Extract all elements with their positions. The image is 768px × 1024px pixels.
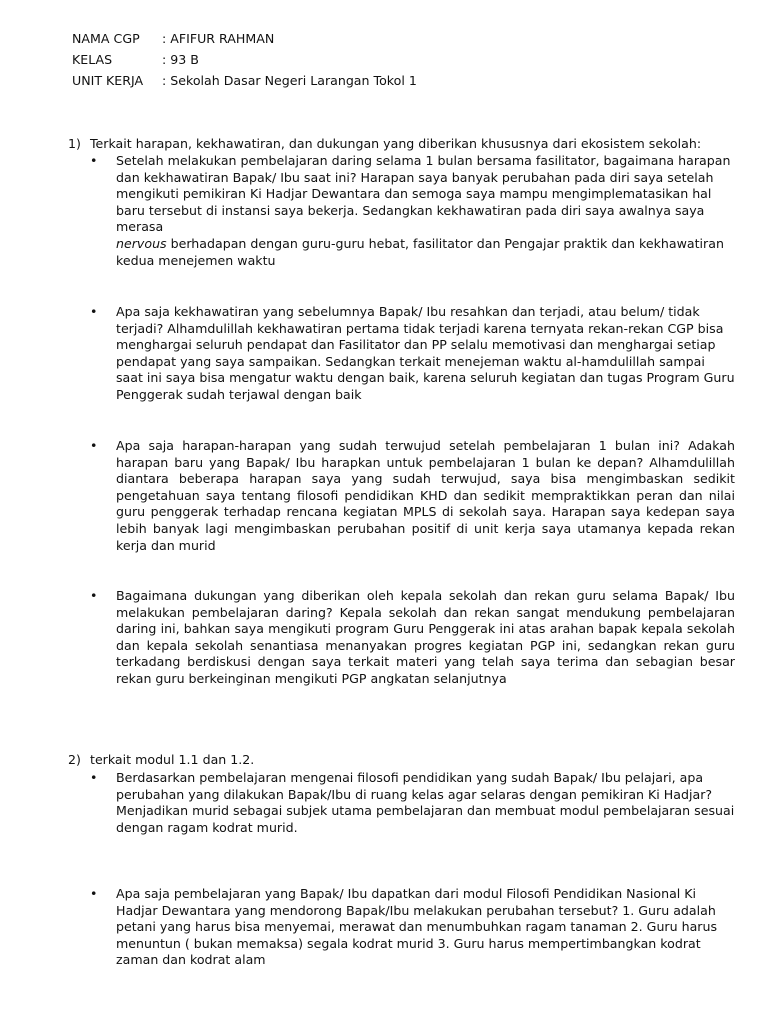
section-2-item-1 [90, 770, 735, 836]
section-1-item-4-text: Bagaimana dukungan yang diberikan oleh kepala sekolah dan rekan guru selama Bapak/ Ibu melakukan pembelajaran daring? Kepala sekolah dan rekan sangat mendukung pembelajaran daring ini, bahkan saya mengikuti program Guru Penggerak ini atas arahan bapak kepala sekolah dan kepala sekolah senantiasa menanyakan progres kegiatan PGP ini, sedangkan rekan guru terkadang berdiskusi dengan saya terkait materi yang telah saya terima dan sebagian besar rekan guru berkeinginan mengikuti PGP angkatan selanjutnya [116, 588, 735, 686]
section-1-item-3 [90, 438, 735, 554]
bullet-icon: • [90, 153, 98, 168]
section-1-item-2 [90, 304, 735, 404]
section-2-item-2-text: Apa saja pembelajaran yang Bapak/ Ibu dapatkan dari modul Filosofi Pendidikan Nasional Ki Hadjar Dewantara yang mendorong Bapak/Ibu melakukan perubahan tersebut? 1. Guru adalah petani yang harus bisa menyemai, merawat dan menumbuhkan ragam tanaman 2. Guru harus menuntun ( bukan memaksa) segala kodrat murid 3. Guru harus mempertimbangkan kodrat zaman dan kodrat alam [116, 886, 718, 968]
section-1-item-1-text: Setelah melakukan pembelajaran daring selama 1 bulan bersama fasilitator, bagaimana harapan dan kekhawatiran Bapak/ Ibu saat ini? Harapan saya banyak perubahan pada diri saya setelah mengikuti pemikiran Ki Hadjar Dewantara dan semoga saya mampu mengimplematasikan hal baru tersebut di instansi saya bekerja. Sedangkan kekhawatiran pada diri saya awalnya saya merasa nervous berhadapan dengan guru-guru hebat, fasilitator dan Pengajar praktik dan kekhawatiran kedua menejemen waktu [116, 153, 731, 268]
nervous-emphasis: nervous [116, 235, 167, 251]
unit-label: UNIT KERJA [72, 73, 144, 88]
section-2-item-2 [90, 886, 735, 969]
class-value: : 93 B [162, 52, 199, 67]
section-2-heading [68, 752, 254, 769]
name-label: NAMA CGP [72, 31, 140, 46]
section-2-title: terkait modul 1.1 dan 1.2. [90, 752, 255, 767]
bullet-icon: • [90, 886, 98, 901]
section-1-heading [68, 136, 701, 153]
section-2-item-1-text: Berdasarkan pembelajaran mengenai filosofi pendidikan yang sudah Bapak/ Ibu pelajari, apa perubahan yang dilakukan Bapak/Ibu di ruang kelas agar selaras dengan pemikiran Ki Hadjar? Menjadikan murid sebagai subjek utama pembelajaran dan membuat modul pembelajaran sesuai dengan ragam kodrat murid. [116, 770, 735, 835]
section-1-title: Terkait harapan, kekhawatiran, dan dukungan yang diberikan khususnya dari ekosistem sekolah: [90, 136, 702, 151]
section-1-number: 1) [68, 136, 81, 151]
section-2-number: 2) [68, 752, 81, 767]
bullet-icon: • [90, 438, 98, 453]
section-1-item-3-text: Apa saja harapan-harapan yang sudah terwujud setelah pembelajaran 1 bulan ini? Adakah harapan baru yang Bapak/ Ibu harapkan untuk pembelajaran 1 bulan ke depan? Alhamdulillah diantara beberapa harapan saya yang sudah terwujud, saya bisa mengimbaskan sedikit pengetahuan saya tentang filosofi pendidikan KHD dan sedikit mempraktikkan peran dan nilai guru penggerak terhadap rencana kegiatan MPLS di sekolah saya. Harapan saya kedepan saya lebih banyak lagi mengimbaskan perubahan positif di unit kerja saya utamanya kepada rekan kerja dan murid [116, 438, 735, 553]
bullet-icon: • [90, 588, 98, 603]
section-1-item-4 [90, 588, 735, 688]
bullet-icon: • [90, 770, 98, 785]
bullet-icon: • [90, 304, 98, 319]
section-1-item-2-text: Apa saja kekhawatiran yang sebelumnya Bapak/ Ibu resahkan dan terjadi, atau belum/ tidak terjadi? Alhamdulillah kekhawatiran pertama tidak terjadi karena ternyata rekan-rekan CGP bisa menghargai seluruh pendapat dan Fasilitator dan PP selalu memotivasi dan menghargai setiap pendapat yang saya sampaikan. Sedangkan terkait menejeman waktu al-hamdulillah sampai saat ini saya bisa mengatur waktu dengan baik, karena seluruh kegiatan dan tugas Program Guru Penggerak sudah terjawal dengan baik [116, 304, 735, 402]
name-value: : AFIFUR RAHMAN [162, 31, 275, 46]
section-1-item-1 [90, 153, 735, 269]
class-label: KELAS [72, 52, 113, 67]
unit-value: : Sekolah Dasar Negeri Larangan Tokol 1 [162, 73, 417, 88]
